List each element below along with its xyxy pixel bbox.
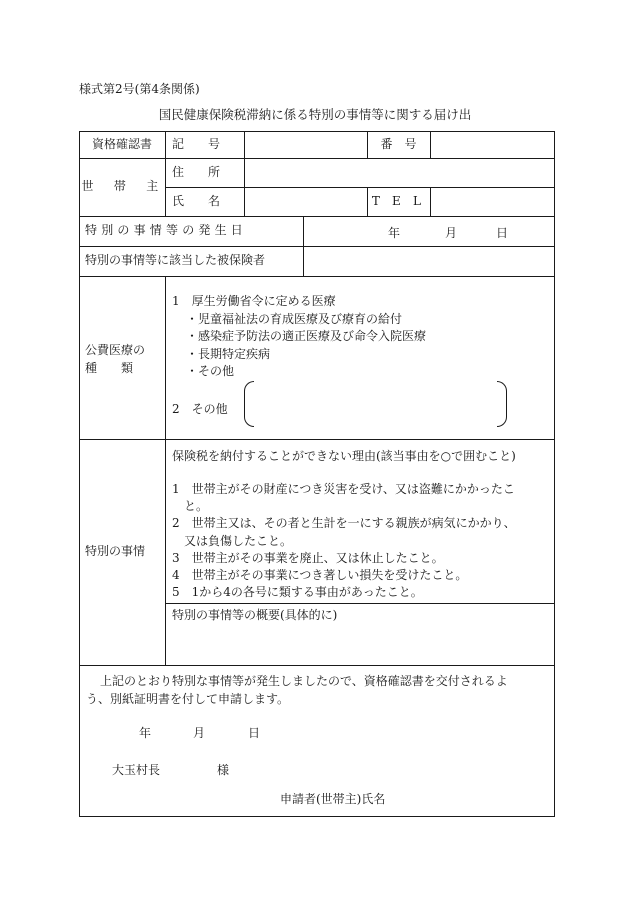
date-year-label: 年 (388, 226, 401, 240)
special-circumstances-label: 特別の事情 (85, 544, 146, 559)
qualification-cert-label: 資格確認書 (91, 136, 152, 151)
date-day-label: 日 (496, 226, 509, 240)
option-other[interactable]: 2 その他 (172, 402, 228, 416)
row-divider (79, 276, 555, 277)
summary-field[interactable] (166, 625, 554, 664)
row-divider (79, 665, 555, 666)
application-statement: 上記のとおり特別な事情等が発生しましたので、資格確認書を交付されるよ う、別紙証明書を付して申請します。 (86, 674, 508, 706)
option-infectious-disease[interactable]: ・感染症予防法の適正医療及び命令入院医療 (186, 329, 427, 343)
summary-label: 特別の事情等の概要(具体的に) (172, 608, 338, 622)
row-divider (165, 603, 555, 604)
applicant-name-field[interactable] (400, 786, 550, 808)
date-month-label: 月 (445, 226, 458, 240)
column-divider (165, 131, 166, 216)
mayor-label: 大玉村長 (112, 763, 161, 777)
reason-item[interactable]: 3 世帯主がその事業を廃止、又は休止したこと。 (172, 550, 444, 565)
reason-item-cont: 又は負傷したこと。 (172, 533, 293, 548)
occurrence-date-field[interactable] (304, 217, 554, 245)
insured-person-field[interactable] (304, 247, 554, 275)
number-label: 番 号 (380, 136, 417, 151)
reason-intro: 保険税を納付することができない理由(該当事由を○で囲むこと) (172, 449, 516, 463)
tel-field[interactable] (431, 188, 554, 215)
reason-item-cont: と。 (172, 499, 209, 514)
reason-list (172, 481, 516, 601)
footer-month-label: 月 (193, 726, 206, 740)
option-child-welfare[interactable]: ・児童福祉法の育成医療及び療育の給付 (186, 311, 403, 326)
option-other-sub[interactable]: ・その他 (186, 364, 235, 378)
option-ministry-ordinance[interactable]: 1 厚生労働省令に定める医療 (172, 294, 336, 308)
reason-item[interactable]: 1 世帯主がその財産につき災害を受け、又は盗難にかかったこ (172, 482, 515, 496)
form-title: 国民健康保険税滞納に係る特別の事情等に関する届け出 (158, 107, 472, 122)
number-field[interactable] (431, 132, 554, 157)
footer-year-label: 年 (139, 726, 152, 740)
bracket-right (497, 381, 507, 427)
bracket-left (244, 381, 254, 427)
public-medical-options (172, 293, 426, 381)
form-number: 様式第2号(第4条関係) (79, 82, 200, 96)
reason-item[interactable]: 4 世帯主がその事業につき著しい損失を受けたこと。 (172, 568, 468, 583)
name-field[interactable] (245, 188, 366, 215)
address-field[interactable] (245, 159, 554, 186)
tel-label: T E L (371, 193, 426, 208)
column-divider (165, 276, 166, 665)
applicant-name-label: 申請者(世帯主)氏名 (280, 792, 386, 806)
option-long-term-disease[interactable]: ・長期特定疾病 (186, 346, 271, 361)
footer-day-label: 日 (248, 726, 261, 740)
other-detail-field[interactable] (256, 383, 494, 425)
reason-item[interactable]: 2 世帯主又は、その者と生計を一にする親族が病気にかかり、 (172, 516, 516, 531)
name-label: 氏 名 (172, 193, 221, 208)
honorific-label: 様 (217, 763, 230, 777)
occurrence-date-label: 特別の事情等の発生日 (85, 223, 248, 238)
reason-item[interactable]: 5 1から4の各号に類する事由があったこと。 (172, 585, 423, 600)
household-head-label: 世 帯 主 (81, 179, 163, 194)
public-medical-label: 公費医療の 種 類 (85, 343, 146, 375)
symbol-label: 記 号 (172, 136, 221, 151)
address-label: 住 所 (172, 164, 221, 179)
symbol-field[interactable] (245, 132, 366, 157)
insured-person-label: 特別の事情等に該当した被保険者 (85, 253, 266, 268)
